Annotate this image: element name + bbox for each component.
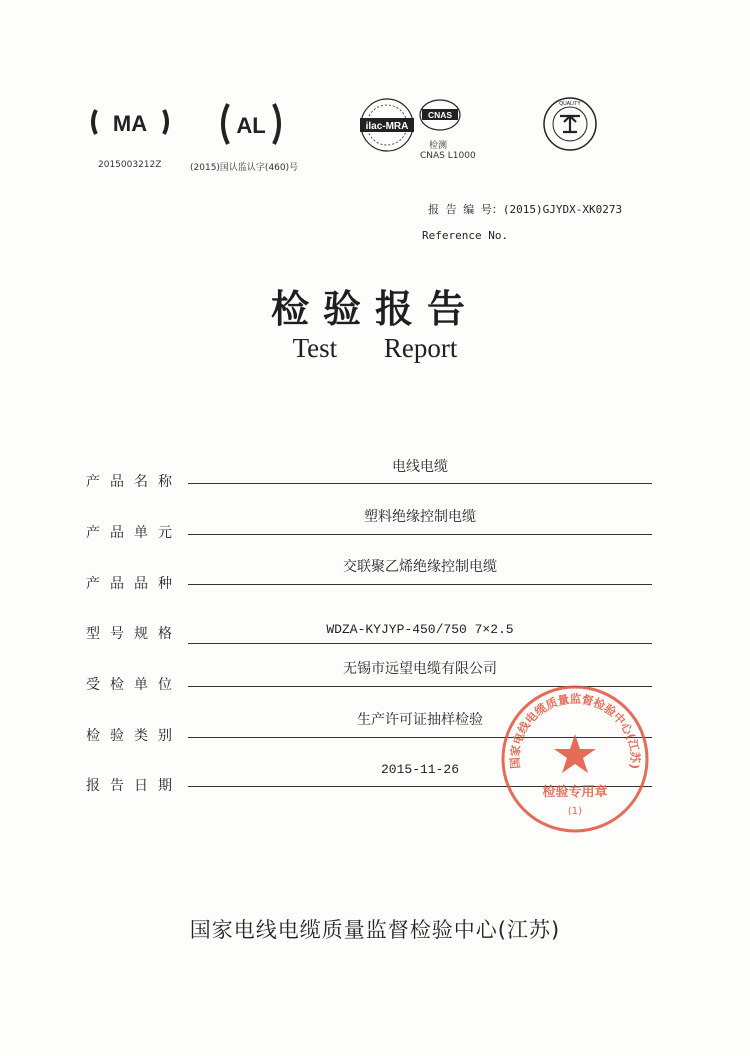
svg-text:QUALITY: QUALITY — [559, 101, 581, 107]
field-underline — [188, 483, 652, 484]
field-underline — [188, 534, 652, 535]
ilac-mra-logo-icon — [356, 96, 418, 154]
quality-certification-logo-icon — [542, 96, 598, 152]
reference-value: (2015)GJYDX-XK0273 — [502, 203, 623, 216]
svg-text:国家电线电缆质量监督检验中心(江苏): 国家电线电缆质量监督检验中心(江苏) — [507, 691, 643, 770]
reference-label-en: Reference No. — [422, 229, 509, 242]
field-label-product-variety: 产品品种 — [86, 576, 182, 592]
field-label-inspected-unit: 受检单位 — [86, 677, 182, 693]
svg-text:(1): (1) — [567, 806, 583, 817]
inspection-seal-stamp — [500, 684, 650, 834]
field-value-product-unit: 塑料绝缘控制电缆 — [364, 509, 476, 525]
cal-caption: (2015)国认监认字(460)号 — [190, 163, 299, 173]
svg-text:CNAS: CNAS — [427, 110, 453, 120]
field-value-inspection-type: 生产许可证抽样检验 — [357, 712, 483, 728]
cma-caption: 2015003212Z — [98, 160, 162, 170]
cal-logo-icon — [218, 96, 284, 152]
field-value-report-date: 2015-11-26 — [380, 762, 459, 777]
field-underline — [188, 584, 652, 585]
svg-text:MA: MA — [112, 111, 148, 136]
cnas-logo-icon — [418, 98, 462, 132]
field-value-product-name: 电线电缆 — [392, 459, 448, 475]
page-title-en: Test Report — [292, 333, 458, 363]
cnas-caption-number: CNAS L1000 — [420, 151, 476, 161]
field-value-model-spec: WDZA-KYJYP-450/750 7×2.5 — [326, 622, 514, 637]
svg-text:检验专用章: 检验专用章 — [542, 785, 608, 800]
reference-label-cn: 报 告 编 号： — [428, 203, 503, 216]
field-label-report-date: 报告日期 — [86, 778, 182, 794]
issuing-organization: 国家电线电缆质量监督检验中心(江苏) — [189, 918, 561, 942]
field-value-inspected-unit: 无锡市远望电缆有限公司 — [343, 661, 497, 677]
field-label-product-unit: 产品单元 — [86, 525, 182, 541]
field-underline — [188, 643, 652, 644]
field-label-model-spec: 型号规格 — [86, 626, 182, 642]
svg-text:ilac-MRA: ilac-MRA — [365, 121, 409, 132]
field-value-product-variety: 交联聚乙烯绝缘控制电缆 — [343, 559, 497, 575]
cma-logo-icon — [90, 104, 170, 140]
page-title-cn: 检验报告 — [270, 286, 479, 331]
svg-text:AL: AL — [236, 113, 266, 138]
field-label-inspection-type: 检验类别 — [86, 728, 182, 744]
field-label-product-name: 产品名称 — [86, 474, 182, 490]
reference-number — [428, 201, 622, 217]
cnas-caption-cn: 检测 — [429, 141, 448, 151]
